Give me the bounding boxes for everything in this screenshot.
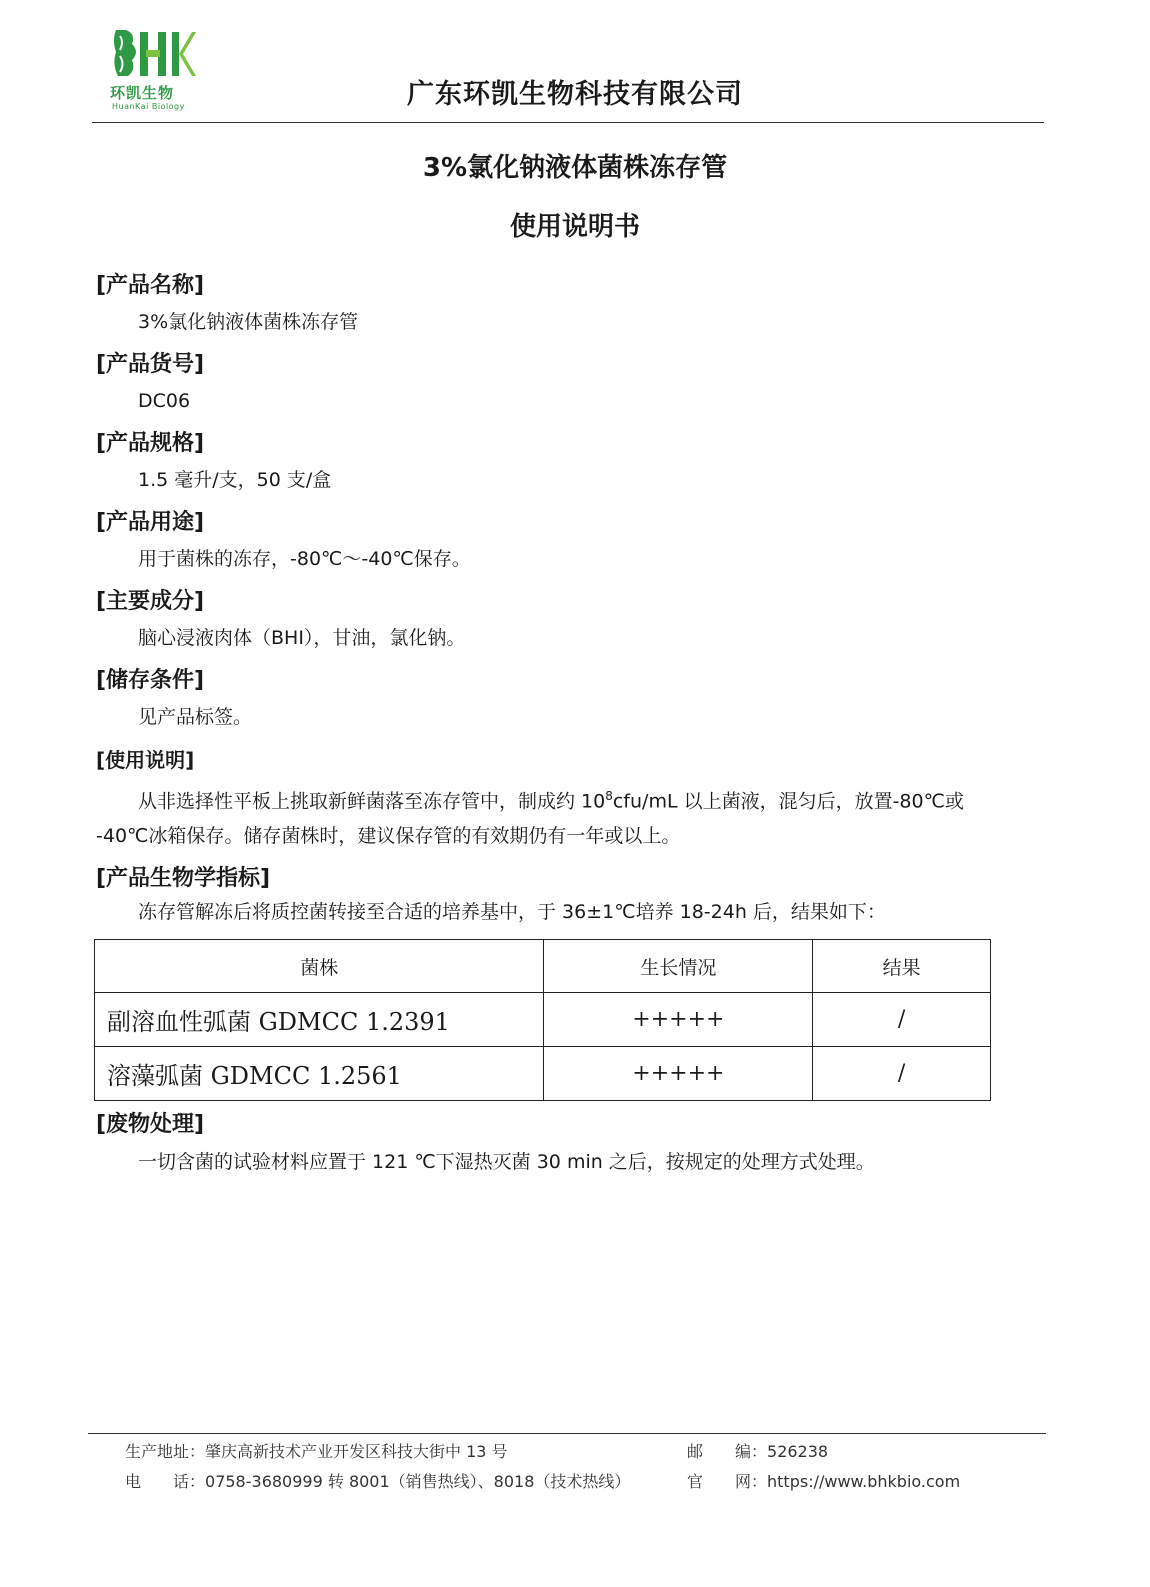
footer-website-link[interactable]: https://www.bhkbio.com [767,1472,961,1491]
footer-address-value: 肇庆高新技术产业开发区科技大街中 13 号 [205,1442,508,1461]
logo-english-text: HuanKai Biology [112,102,185,111]
footer-postcode [687,1439,828,1462]
logo-chinese-text: 环凯生物 [110,84,175,102]
instructions-line2: -40℃冰箱保存。储存菌株时，建议保存管的有效期仍有一年或以上。 [96,825,681,847]
table-cell-strain: 溶藻弧菌 GDMCC 1.2561 [95,1047,544,1101]
table-cell-growth: +++++ [544,993,813,1047]
header-divider [92,122,1044,123]
table-cell-growth: +++++ [544,1047,813,1101]
instructions-part1: 从非选择性平板上挑取新鲜菌落至冻存管中，制成约 10 [138,790,606,813]
storage-text: 见产品标签。 [138,706,253,728]
table-cell-strain: 副溶血性弧菌 GDMCC 1.2391 [95,993,544,1047]
footer-phone [125,1469,630,1492]
footer-divider [88,1433,1046,1434]
footer-website [687,1469,960,1492]
waste-text: 一切含菌的试验材料应置于 121 ℃下湿热灭菌 30 min 之后，按规定的处理方式处理。 [138,1151,875,1173]
bio-indicators-text: 冻存管解冻后将质控菌转接至合适的培养基中，于 36±1℃培养 18-24h 后，结果如下： [138,901,886,923]
footer-address [125,1439,508,1462]
product-spec-text: 1.5 毫升/支，50 支/盒 [138,469,332,491]
table-cell-result: / [813,1047,991,1101]
section-storage: [储存条件] [96,668,205,693]
table-header-result: 结果 [813,940,991,993]
footer-website-label: 官 网： [687,1472,768,1491]
table-header-growth: 生长情况 [544,940,813,993]
section-waste: [废物处理] [96,1112,205,1137]
document-title: 使用说明书 [509,212,640,242]
ingredients-text: 脑心浸液肉体（BHI），甘油，氯化钠。 [138,627,466,649]
table-row [95,993,991,1047]
table-cell-result: / [813,993,991,1047]
section-product-spec: [产品规格] [96,431,205,456]
instructions-part2: cfu/mL 以上菌液，混匀后，放置-80℃或 [612,790,964,813]
section-instructions: [使用说明] [96,748,195,772]
footer-phone-value: 0758-3680999 转 8001（销售热线）、8018（技术热线） [205,1472,631,1491]
company-name: 广东环凯生物科技有限公司 [407,79,743,110]
footer-phone-label: 电 话： [125,1472,206,1491]
table-header-strain: 菌株 [95,940,544,993]
results-table [94,939,991,1101]
section-product-usage: [产品用途] [96,510,205,535]
section-bio-indicators: [产品生物学指标] [96,866,271,891]
instructions-exponent: 8 [605,789,613,803]
footer-postcode-value: 526238 [767,1442,829,1461]
table-row [95,1047,991,1101]
product-code-text: DC06 [138,390,191,412]
table-header-row [95,940,991,993]
footer-postcode-label: 邮 编： [687,1442,768,1461]
footer-address-label: 生产地址： [125,1442,206,1461]
section-product-code: [产品货号] [96,352,205,377]
instructions-text [138,776,1048,821]
section-ingredients: [主要成分] [96,589,205,614]
product-usage-text: 用于菌株的冻存，-80℃～-40℃保存。 [138,548,471,570]
section-product-name: [产品名称] [96,273,205,298]
product-name-text: 3%氯化钠液体菌株冻存管 [138,311,359,333]
product-title: 3%氯化钠液体菌株冻存管 [422,153,728,183]
